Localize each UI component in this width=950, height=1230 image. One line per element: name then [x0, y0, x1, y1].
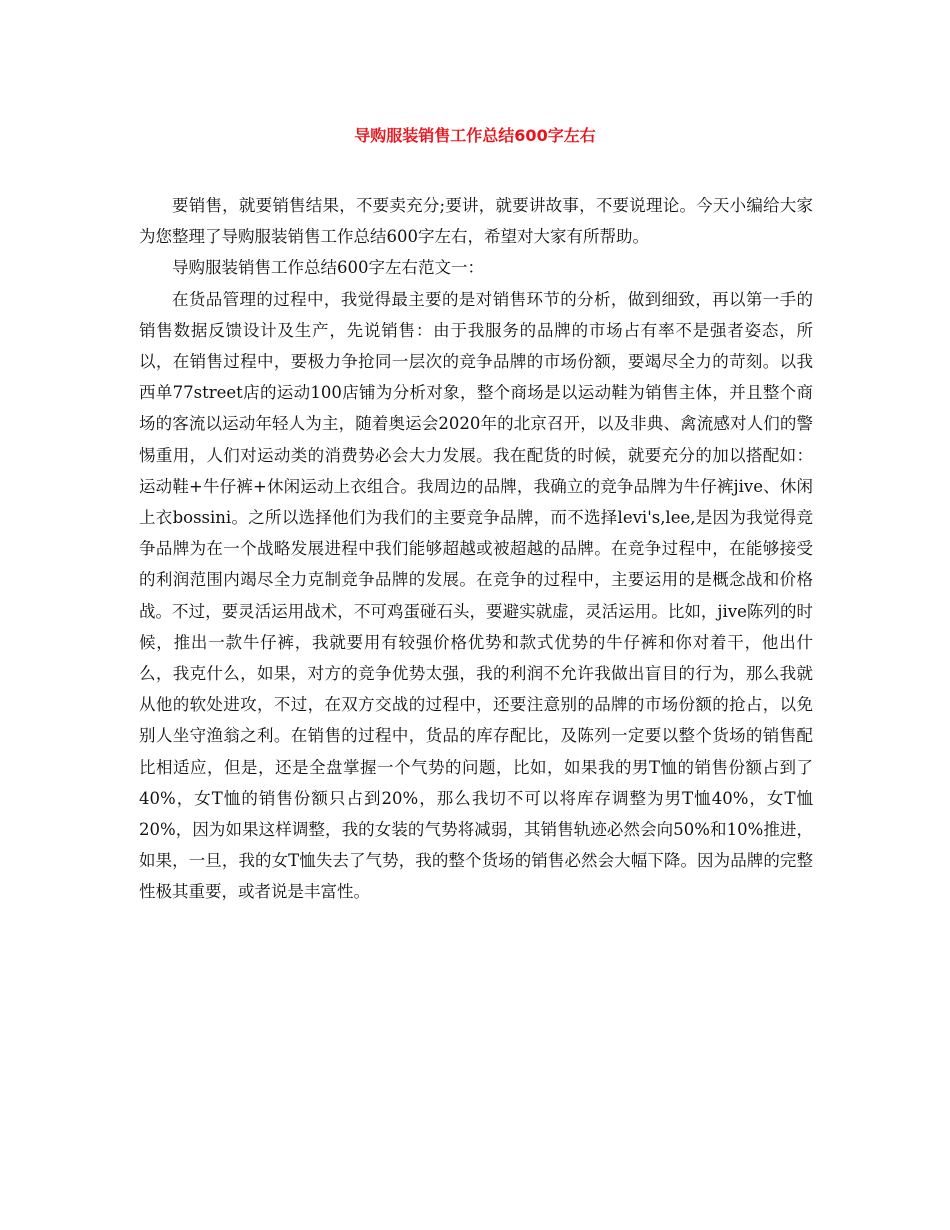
- intro-paragraph: 要销售，就要销售结果，不要卖充分;要讲，就要讲故事，不要说理论。今天小编给大家为您整理了导购服装销售工作总结600字左右，希望对大家有所帮助。: [139, 196, 813, 247]
- document-body: [139, 190, 813, 908]
- document-title: 导购服装销售工作总结600字左右: [354, 126, 596, 145]
- section-heading-paragraph: 导购服装销售工作总结600字左右范文一：: [172, 258, 484, 278]
- body-paragraph: 在货品管理的过程中，我觉得最主要的是对销售环节的分析，做到细致，再以第一手的销售数据反馈设计及生产，先说销售：由于我服务的品牌的市场占有率不是强者姿态，所以，在销售过程中，要极力争抢同一层次的竞争品牌的市场份额，要竭尽全力的苛刻。以我西单77street店的运动100店铺为分析对象，整个商场是以运动鞋为销售主体，并且整个商场的客流以运动年轻人为主，随着奥运会2020年的北京召开，以及非典、禽流感对人们的警惕重用，人们对运动类的消费势必会大力发展。我在配货的时候，就要充分的加以搭配如：运动鞋+牛仔裤+休闲运动上衣组合。我周边的品牌，我确立的竞争品牌为牛仔裤jive、休闲上衣bossini。之所以选择他们为我们的主要竞争品牌，而不选择levi's,lee,是因为我觉得竞争品牌为在一个战略发展进程中我们能够超越或被超越的品牌。在竞争过程中，在能够接受的利润范围内竭尽全力克制竞争品牌的发展。在竞争的过程中，主要运用的是概念战和价格战。不过，要灵活运用战术，不可鸡蛋碰石头，要避实就虚，灵活运用。比如，jive陈列的时候，推出一款牛仔裤，我就要用有较强价格优势和款式优势的牛仔裤和你对着干，他出什么，我克什么，如果，对方的竞争优势太强，我的利润不允许我做出盲目的行为，那么我就从他的软处进攻，不过，在双方交战的过程中，还要注意别的品牌的市场份额的抢占，以免别人坐守渔翁之利。在销售的过程中，货品的库存配比，及陈列一定要以整个货场的销售配比相适应，但是，还是全盘掌握一个气势的问题，比如，如果我的男T恤的销售份额占到了40%，女T恤的销售份额只占到20%，那么我切不可以将库存调整为男T恤40%，女T恤 20%，因为如果这样调整，我的女装的气势将减弱，其销售轨迹必然会向50%和10%推进，如果，一旦，我的女T恤失去了气势，我的整个货场的销售必然会大幅下降。因为品牌的完整性极其重要，或者说是丰富性。: [139, 289, 813, 902]
